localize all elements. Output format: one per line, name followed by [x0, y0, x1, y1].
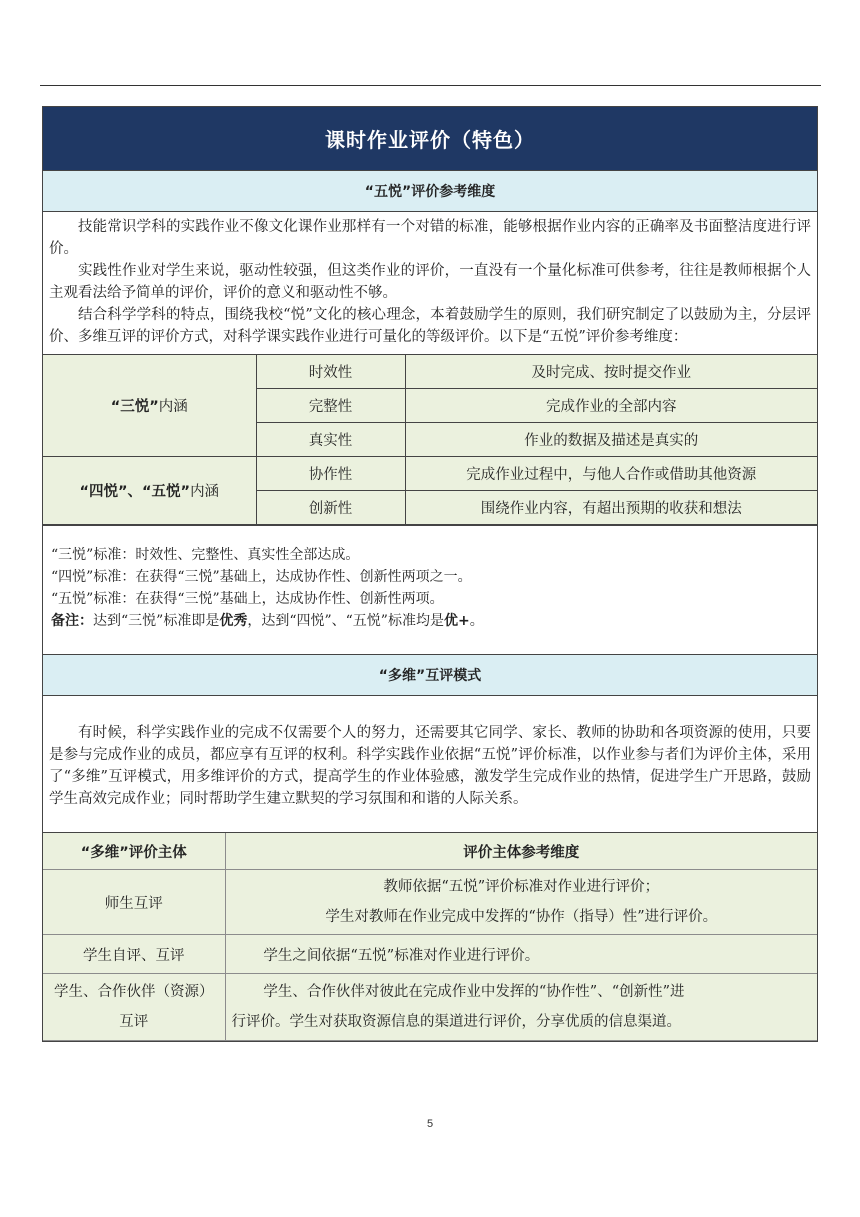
group-label-rest: 内涵 [158, 399, 188, 415]
note-bold: 优+ [443, 613, 470, 629]
dimension-table [43, 355, 817, 525]
dimension-name: 完整性 [256, 389, 405, 423]
intro-paragraphs [43, 212, 817, 355]
table-row [43, 974, 817, 1041]
table-row [43, 355, 817, 389]
column-header: 评价主体参考维度 [225, 833, 817, 870]
table-row [43, 457, 817, 491]
paragraph: 有时候，科学实践作业的完成不仅需要个人的努力，还需要其它同学、家长、教师的协助和各项资源的使用，只要是参与完成作业的成员，都应享有互评的权利。科学实践作业依据“五悦”评价标准，以作业参与者们为评价主体，采用了“多维”互评模式，用多维评价的方式，提高学生的作业体验感，激发学生完成作业的热情，促进学生广开思路，鼓励学生高效完成作业；同时帮助学生建立默契的学习氛围和和谐的人际关系。 [49, 725, 811, 807]
dimension-name: 协作性 [256, 457, 405, 491]
group-siyue-wuyue [43, 457, 256, 525]
group-sanyue [43, 355, 256, 457]
desc-line: 学生、合作伙伴对彼此在完成作业中发挥的“协作性”、“创新性”进 [263, 984, 685, 1000]
group-label-bold: “三悦” [110, 399, 159, 415]
eval-subject [43, 974, 225, 1041]
dimension-desc: 围绕作业内容，有超出预期的收获和想法 [405, 491, 817, 525]
eval-desc [225, 870, 817, 935]
group-label-rest: 内涵 [190, 484, 220, 500]
page-title: 课时作业评价（特色） [43, 107, 817, 171]
desc-line: 行评价。学生对获取资源信息的渠道进行评价，分享优质的信息渠道。 [231, 1014, 681, 1030]
subject-line: 学生、合作伙伴（资源） [54, 984, 214, 1000]
eval-desc: 学生之间依据“五悦”标准对作业进行评价。 [225, 935, 817, 974]
paragraph: 实践性作业对学生来说，驱动性较强，但这类作业的评价，一直没有一个量化标准可供参考，往往是教师根据个人主观看法给予简单的评价，评价的意义和驱动性不够。 [49, 263, 811, 301]
section-heading-wuyue: “五悦”评价参考维度 [43, 171, 817, 212]
table-header-row [43, 833, 817, 870]
page-number: 5 [426, 1118, 434, 1130]
note-line [51, 610, 809, 632]
header-rule [40, 85, 821, 86]
dimension-desc: 作业的数据及描述是真实的 [405, 423, 817, 457]
mutual-evaluation-table [43, 833, 817, 1041]
note-text: 达到“三悦”标准即是 [93, 613, 220, 629]
eval-subject: 师生互评 [43, 870, 225, 935]
paragraph: 技能常识学科的实践作业不像文化课作业那样有一个对错的标准，能够根据作业内容的正确率及书面整洁度进行评价。 [49, 219, 811, 257]
subject-line: 互评 [119, 1014, 149, 1030]
note-bold: 优秀 [219, 613, 248, 629]
duowei-paragraph [43, 696, 817, 833]
desc-line: 学生对教师在作业完成中发挥的“协作（指导）性”进行评价。 [325, 909, 718, 925]
paragraph: 结合科学学科的特点，围绕我校“悦”文化的核心理念，本着鼓励学生的原则，我们研究制定了以鼓励为主，分层评价、多维互评的评价方式，对科学课实践作业进行可量化的等级评价。以下是“五悦”评价参考维度： [49, 307, 811, 345]
dimension-name: 时效性 [256, 355, 405, 389]
section-heading-duowei: “多维”互评模式 [43, 655, 817, 696]
dimension-desc: 完成作业过程中，与他人合作或借助其他资源 [405, 457, 817, 491]
standards-block [43, 525, 817, 655]
standard-line: “四悦”标准：在获得“三悦”基础上，达成协作性、创新性两项之一。 [51, 569, 472, 585]
note-text: ，达到“四悦”、“五悦”标准均是 [247, 613, 444, 629]
eval-desc [225, 974, 817, 1041]
desc-line: 教师依据“五悦”评价标准对作业进行评价； [383, 879, 660, 895]
group-label-bold: “四悦”、“五悦” [79, 484, 191, 500]
evaluation-table [42, 106, 818, 1042]
table-row [43, 870, 817, 935]
standard-line: “五悦”标准：在获得“三悦”基础上，达成协作性、创新性两项。 [51, 591, 444, 607]
standard-line: “三悦”标准：时效性、完整性、真实性全部达成。 [51, 547, 360, 563]
note-label: 备注： [51, 613, 93, 629]
eval-subject: 学生自评、互评 [43, 935, 225, 974]
dimension-desc: 完成作业的全部内容 [405, 389, 817, 423]
dimension-desc: 及时完成、按时提交作业 [405, 355, 817, 389]
dimension-name: 真实性 [256, 423, 405, 457]
dimension-name: 创新性 [256, 491, 405, 525]
column-header: “多维”评价主体 [43, 833, 225, 870]
table-row [43, 935, 817, 974]
note-text: 。 [469, 613, 484, 629]
